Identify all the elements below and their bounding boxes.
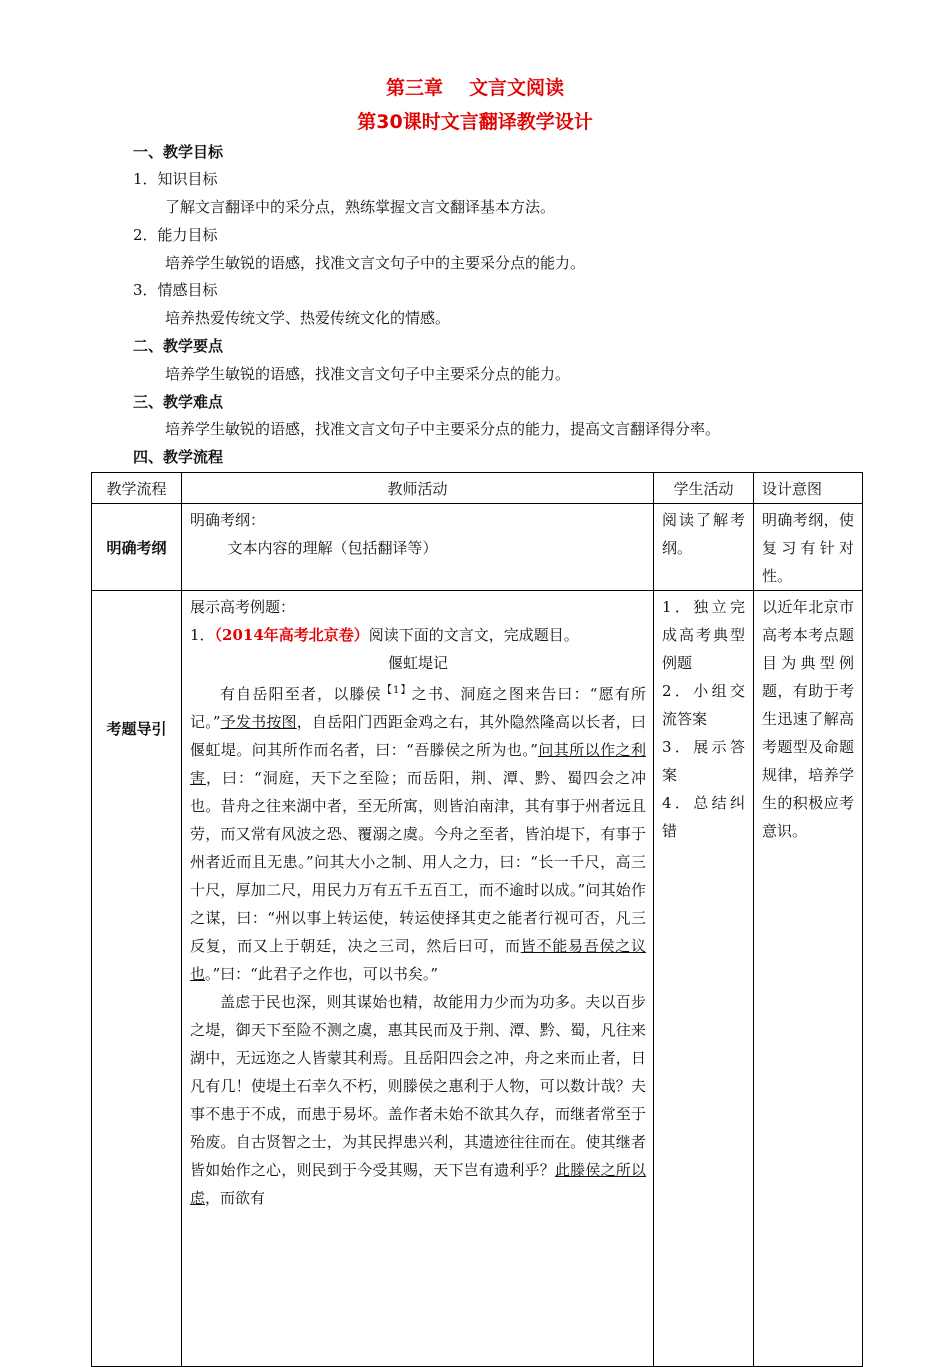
design-intent xyxy=(754,591,863,1367)
design-intent xyxy=(754,504,863,591)
underlined-sentence: 皆不能易吾侯之议也 xyxy=(190,937,646,983)
stage-name: 明确考纲 xyxy=(92,504,182,591)
item-task: 阅读下面的文言文，完成题目。 xyxy=(368,626,579,644)
teacher-intro: 展示高考例题： xyxy=(190,598,296,616)
difficulty-heading: 三、教学难点 xyxy=(133,393,224,411)
header-intent: 设计意图 xyxy=(754,473,863,504)
passage-text: 之书、洞庭之图来告曰：“愿有所记。” xyxy=(190,685,646,731)
stage-name: 考题导引 xyxy=(92,591,182,1367)
chapter-name: 文言文阅读 xyxy=(469,77,565,99)
underlined-sentence: 予发书按图 xyxy=(220,713,297,731)
student-activity xyxy=(654,591,754,1367)
passage-text: ，而欲有 xyxy=(205,1189,266,1207)
difficulty-text: 培养学生敏锐的语感，找准文言文句子中主要采分点的能力，提高文言翻译得分率。 xyxy=(165,420,721,438)
goal3-label: 3．情感目标 xyxy=(133,281,218,299)
passage-paragraph xyxy=(190,677,646,988)
student-text: 阅读了解考纲。 xyxy=(662,511,745,557)
key-points-heading: 二、教学要点 xyxy=(133,337,224,355)
intent-text: 明确考纲，使复习有针对性。 xyxy=(762,511,854,585)
goal2-text: 培养学生敏锐的语感，找准文言文句子中的主要采分点的能力。 xyxy=(165,254,586,272)
underlined-sentence: 问其所以作之利害 xyxy=(190,741,646,787)
teacher-line: 明确考纲： xyxy=(190,511,266,529)
student-step: 4．总结纠错 xyxy=(662,794,745,840)
goal2-label: 2．能力目标 xyxy=(133,226,218,244)
intent-text: 以近年北京市高考本考点题目为典型例题，有助于考生迅速了解高考题型及命题规律，培养学生的积极应考意识。 xyxy=(762,598,854,840)
exam-source: （2014年高考北京卷） xyxy=(214,626,369,644)
passage-text: 盖虑于民也深，则其谋始也精，故能用力少而为功多。夫以百步之堤，御天下至险不测之虞，惠其民而及于荆、潭、黔、蜀，凡往来湖中，无远迩之人皆蒙其利焉。且岳阳四会之冲，舟之来而止者，日凡有几！使堤土石幸久不朽，则滕侯之惠利于人物，可以数计哉？夫事不患于不成，而患于易坏。盖作者未始不欲其久存，而继者常至于殆废。自古贤智之士，为其民捍患兴利，其遗迹往往而在。使其继者皆如始作之心，则民到于今受其赐，天下岂有遗利乎？ xyxy=(190,993,646,1179)
table-row xyxy=(92,504,863,591)
student-step: 3．展示答案 xyxy=(662,738,745,784)
footnote-marker: 【1】 xyxy=(381,685,412,696)
exam-item xyxy=(190,621,646,649)
chapter-number: 第三章 xyxy=(385,77,443,99)
chapter-title xyxy=(0,73,950,100)
goal1-text: 了解文言翻译中的采分点，熟练掌握文言文翻译基本方法。 xyxy=(165,198,556,216)
teacher-activity xyxy=(182,504,654,591)
lesson-title: 第30课时文言翻译教学设计 xyxy=(357,111,593,133)
passage-text: ，自岳阳门西距金鸡之右，其外隐然隆高以长者，曰偃虹堤。问其所作而名者，曰：“吾滕侯之所为也。” xyxy=(190,713,646,759)
student-activity xyxy=(654,504,754,591)
flow-heading: 四、教学流程 xyxy=(133,448,224,466)
goal1-label: 1．知识目标 xyxy=(133,170,218,188)
passage-text: 有自岳阳至者，以滕侯 xyxy=(220,685,382,703)
header-student: 学生活动 xyxy=(654,473,754,504)
item-number: 1． xyxy=(190,626,215,644)
passage-text: 。”曰：“此君子之作也，可以书矣。” xyxy=(205,965,439,983)
table-header-row xyxy=(92,473,863,504)
teacher-activity xyxy=(182,591,654,1367)
passage-paragraph xyxy=(190,988,646,1212)
teaching-flow-table xyxy=(91,472,863,1367)
student-step: 2．小组交流答案 xyxy=(662,682,745,728)
student-step: 1．独立完成高考典型例题 xyxy=(662,598,745,672)
header-teacher: 教师活动 xyxy=(182,473,654,504)
goals-heading: 一、教学目标 xyxy=(133,143,224,161)
passage-title: 偃虹堤记 xyxy=(387,654,448,672)
underlined-sentence: 此滕侯之所以虑 xyxy=(190,1161,646,1207)
teacher-line: 文本内容的理解（包括翻译等） xyxy=(227,539,438,557)
goal3-text: 培养热爱传统文学、热爱传统文化的情感。 xyxy=(165,309,451,327)
header-flow: 教学流程 xyxy=(92,473,182,504)
key-points-text: 培养学生敏锐的语感，找准文言文句子中主要采分点的能力。 xyxy=(165,365,571,383)
passage-text: ，曰：“洞庭，天下之至险；而岳阳，荆、潭、黔、蜀四会之冲也。昔舟之往来湖中者，至无所寓，则皆泊南津，其有事于州者远且劳，而又常有风波之恐、覆溺之虞。今舟之至者，皆泊堤下，有事于州者近而且无患。”问其大小之制、用人之力，曰：“长一千尺，高三十尺，厚加二尺，用民力万有五千五百工，而不逾时以成。”问其始作之谋，曰：“州以事上转运使，转运使择其吏之能者行视可否，凡三反复，而又上于朝廷，决之三司，然后曰可，而 xyxy=(190,769,646,955)
table-row xyxy=(92,591,863,1367)
